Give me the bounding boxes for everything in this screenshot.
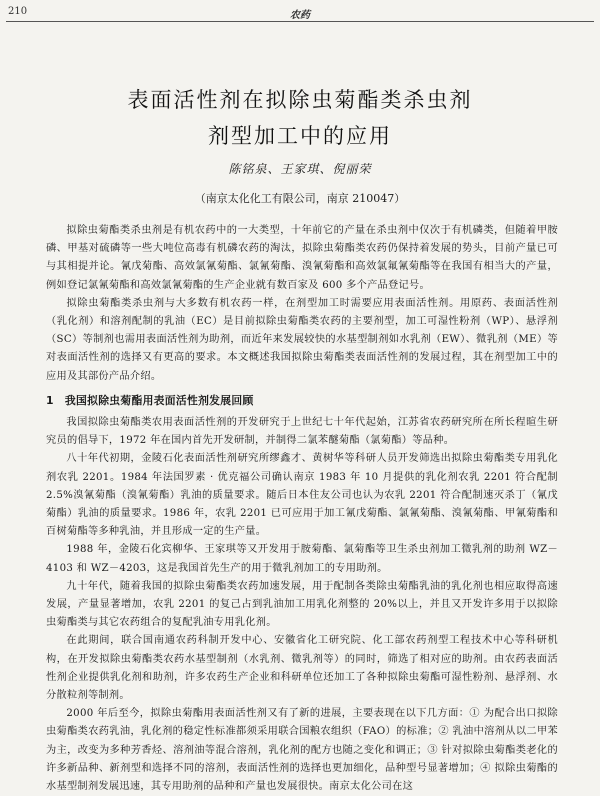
authors: 陈铭泉、王家琪、倪丽荣 [228, 162, 372, 176]
paragraph: 在此期间，联合国南通农药科制开发中心、安徽省化工研究院、化工部农药剂型工程技术中心等科研机构，在开发拟除虫菊酯类农药水基型制剂（水乳剂、微乳剂等）的同时，筛选了相对应的助剂。由农药表面活性剂企业提供乳化剂和助剂，许多农药生产企业和科研单位还加工了各种拟除虫菊酯可湿性粉剂、悬浮剂、水分散粒剂等制剂。 [46, 635, 558, 702]
paragraph: 九十年代，随着我国的拟除虫菊酯类农药加速发展，用于配制各类除虫菊酯乳油的乳化剂也相应取得高速发展，产量显著增加，农乳 2201 的复己占到乳油加工用乳化剂整的 20%以上，并且又开发许多用于以拟除虫菊酯类与其它农药组合的复配乳油专用乳化剂。 [46, 580, 558, 629]
title-line-2: 剂型加工中的应用 [208, 124, 392, 148]
section-heading: 1 我国拟除虫菊酯用表面活性剂发展回顾 [46, 393, 254, 407]
paragraph: 八十年代初期，金陵石化表面活性剂研究所缪鑫才、黄树华等科研人员开发筛选出拟除虫菊酯类专用乳化剂农乳 2201。1984 年法国罗素 · 优克福公司确认南京 1983 年 10 月提供的乳化剂农乳 2201 符合配制 2.5%溴氰菊酯（溴氰菊酯）乳油的质量要求。随后日本住友公司也认为农乳 2201 符合配制速灭杀丁（氰戊菊酯）乳油的质量要求。1986 年，农乳 2201 已可应用于加工氰戊菊酯、氯氰菊酯、溴氰菊酯、甲氰菊酯和百树菊酯等多种乳油，并且形成一定的生产量。 [46, 453, 558, 538]
paragraph: 2000 年后至今，拟除虫菊酯用表面活性剂又有了新的进展，主要表现在以下几方面：① 为配合出口拟除虫菊酯类农药乳油，乳化剂的稳定性标准都须采用联合国粮农组织（FAO）的标准；② 乳油中溶剂从以二甲苯为主，改变为多种芳香烃、溶剂油等混合溶剂，乳化剂的配方也随之变化和调正；③ 针对拟除虫菊酯类老化的许多新品种、新剂型和选择不同的溶剂，表面活性剂的选择也更加细化，品种型号显著增加；④ 拟除虫菊酯的水基型制剂发展迅速，其专用助剂的品种和产量也发展很快。南京太化公司在这 [46, 708, 558, 793]
page-number: 210 [8, 6, 28, 17]
paragraph: 我国拟除虫菊酯类农用表面活性剂的开发研究于上世纪七十年代起始，江苏省农药研究所在所长程暄生研究员的倡导下，1972 年在国内首先开发研制，并制得二氯苯醚菊酯（氯菊酯）等品种。 [46, 417, 558, 447]
page-header [8, 6, 592, 22]
article-title [0, 82, 600, 154]
affiliation: （南京太化化工有限公司，南京 210047） [194, 192, 406, 205]
paragraph: 拟除虫菊酯类杀虫剂与大多数有机农药一样，在剂型加工时需要应用表面活性剂。用原药、表面活性剂（乳化剂）和溶剂配制的乳油（EC）是目前拟除虫菊酯类农药的主要剂型，加工可湿性粉剂（WP）、悬浮剂（SC）等制剂也需用表面活性剂为助剂，而近年来发展较快的水基型制剂如水乳剂（EW）、微乳剂（ME）等对表面活性剂的选择又有更高的要求。本文概述我国拟除虫菊酯类表面活性剂的发展过程，其在剂型加工中的应用及其部份产品介绍。 [46, 297, 558, 382]
journal-name: 农药 [290, 10, 310, 21]
header-rule [6, 21, 594, 22]
title-line-1: 表面活性剂在拟除虫菊酯类杀虫剂 [127, 88, 473, 112]
paragraph: 拟除虫菊酯类杀虫剂是有机农药中的一大类型，十年前它的产量在杀虫剂中仅次于有机磷类，但随着甲胺磷、甲基对硫磷等一些大吨位高毒有机磷农药的淘汰，拟除虫菊酯类农药仍保持着发展的势头，目前产量已可与其相提并论。氰戊菊酯、高效氯氰菊酯、氯氰菊酯、溴氰菊酯和高效氯氟氰菊酯等在我国有相当大的产量，例如登记氯氰菊酯和高效氯氰菊酯的生产企业就有数百家及 600 多个产品登记号。 [46, 225, 558, 291]
article-body [46, 222, 558, 796]
paragraph: 1988 年，金陵石化宾柳华、王家琪等又开发用于胺菊酯、氯菊酯等卫生杀虫剂加工微乳剂的助剂 WZ－4103 和 WZ－4203，这是我国首先生产的用于微乳剂加工的专用助剂。 [46, 544, 558, 574]
